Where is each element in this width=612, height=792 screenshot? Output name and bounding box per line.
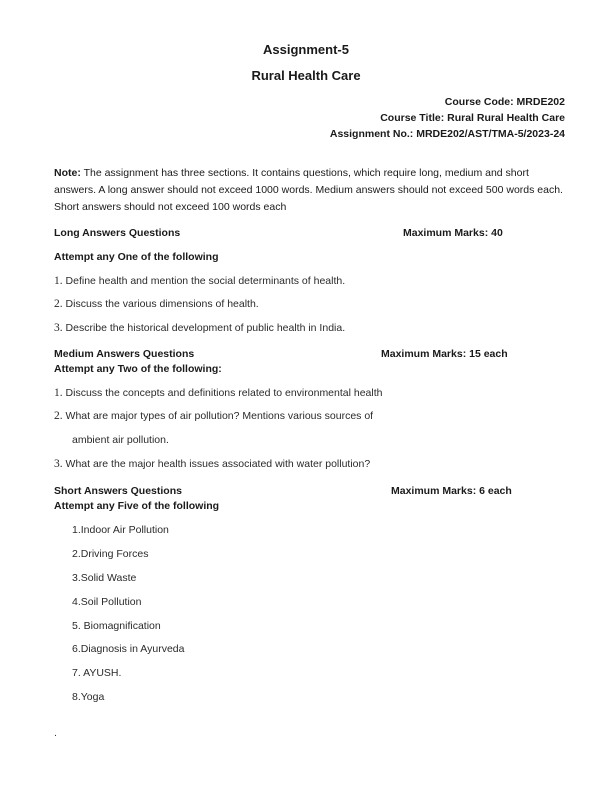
medium-section-heading: Medium Answers Questions: [54, 348, 195, 360]
question-number: 1.: [54, 275, 63, 287]
long-question: [54, 322, 345, 334]
question-text: Discuss the concepts and definitions related to environmental health: [62, 387, 383, 399]
short-item: 1.Indoor Air Pollution: [72, 524, 169, 536]
question-number: 2.: [54, 298, 63, 310]
question-number: 3.: [54, 458, 63, 470]
note-text: The assignment has three sections. It contains questions, which require long, medium and short answers. A long answer should not exceed 1000 words. Medium answers should not exceed 500 words each. Short answers should not exceed 100 words each: [54, 167, 563, 213]
short-item: 6.Diagnosis in Ayurveda: [72, 643, 185, 655]
question-text: Describe the historical development of public health in India.: [62, 322, 346, 334]
question-text: What are major types of air pollution? Mentions various sources of: [62, 410, 374, 422]
question-text: Define health and mention the social determinants of health.: [62, 275, 346, 287]
long-section-heading: Long Answers Questions: [54, 227, 181, 239]
question-continuation: ambient air pollution.: [72, 434, 169, 446]
medium-section-instruction: Attempt any Two of the following:: [54, 363, 222, 375]
assignment-number: Assignment No.: MRDE202/AST/TMA-5/2023-24: [329, 128, 565, 140]
question-text: What are the major health issues associated with water pollution?: [62, 458, 371, 470]
short-item: 8.Yoga: [72, 691, 105, 703]
medium-question: [54, 410, 373, 422]
question-number: 3.: [54, 322, 63, 334]
question-number: 2.: [54, 410, 63, 422]
note-label: Note:: [54, 167, 81, 179]
course-title: Course Title: Rural Rural Health Care: [380, 112, 565, 124]
assignment-title: Assignment-5: [263, 42, 349, 57]
short-item: 5. Biomagnification: [72, 620, 161, 632]
question-number: 1.: [54, 387, 63, 399]
long-question: [54, 298, 259, 310]
short-item: 2.Driving Forces: [72, 548, 149, 560]
question-text: Discuss the various dimensions of health.: [62, 298, 259, 310]
short-section-marks: Maximum Marks: 6 each: [391, 485, 512, 497]
short-item: 4.Soil Pollution: [72, 596, 142, 608]
short-item: 3.Solid Waste: [72, 572, 137, 584]
long-section-marks: Maximum Marks: 40: [403, 227, 503, 239]
note-paragraph: [54, 165, 566, 216]
course-code: Course Code: MRDE202: [444, 96, 565, 108]
long-question: [54, 275, 345, 287]
short-section-heading: Short Answers Questions: [54, 485, 182, 497]
short-item: 7. AYUSH.: [72, 667, 122, 679]
footer-dot: .: [54, 727, 57, 739]
short-section-instruction: Attempt any Five of the following: [54, 500, 220, 512]
course-subtitle: Rural Health Care: [251, 68, 361, 83]
medium-question: [54, 458, 370, 470]
medium-question: [54, 387, 382, 399]
long-section-instruction: Attempt any One of the following: [54, 251, 219, 263]
medium-section-marks: Maximum Marks: 15 each: [381, 348, 508, 360]
